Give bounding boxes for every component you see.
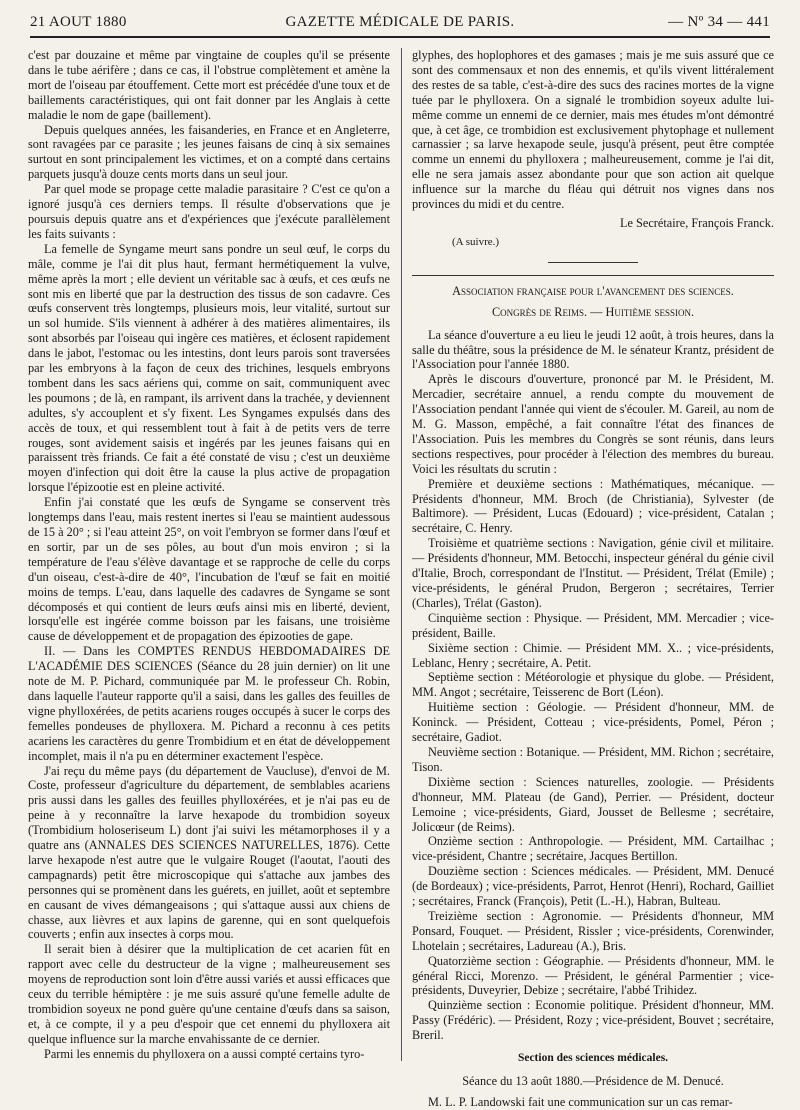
header-title: GAZETTE MÉDICALE DE PARIS. [285,14,515,30]
section-entry: Troisième et quatrième sections : Navigation, génie civil et militaire. — Présidents d'honneur, MM. Betocchi, inspecteur général du génie civil d'Italie, Broch, correspondant de l'Institut. — Président, Trélat (Emile) ; vice-présidents, le général Prudon, Bergeron ; secrétaires, Terrier (Charles), Trélat (Gaston). [412,536,774,610]
article-title: Association française pour l'avancement des sciences. [452,283,734,298]
paragraph: M. L. P. Landowski fait une communication sur un cas remar- [428,1094,733,1109]
section-entry: Septième section : Météorologie et physique du globe. — Président, MM. Angot ; secrétaire, Teisserenc de Bort (Léon). [412,670,774,700]
right-column [412,48,774,1109]
signature: Le Secrétaire, François Franck. [620,215,774,230]
section-entry: Huitième section : Géologie. — Président d'honneur, MM. de Koninck. — Président, Cotteau ; vice-présidents, Pomel, Péron ; secrétaire, Gadiot. [412,700,774,745]
to-be-continued: (A suivre.) [452,235,500,248]
paragraph: La séance d'ouverture a eu lieu le jeudi 12 août, à trois heures, dans la salle du théâtre, sous la présidence de M. le sénateur Krantz, président de l'Association pour l'année 1880. [412,327,774,372]
paragraph: II. — Dans les COMPTES RENDUS HEBDOMADAIRES DE L'ACADÉMIE DES SCIENCES (Séance du 28 juin dernier) on lit une note de M. P. Pichard, communiquée par M. le professeur Ch. Robin, dans laquelle l'auteur rapporte qu'il a saisi, dans les galles des feuilles de vigne phylloxérées, de petits acariens rouges occupés à sucer le corps des femelles pondeuses de phylloxera. M. Pichard a reconnu à ces petits acariens les caractères du genre Trombidium et en état de développement incomplet, mais il n'a pu en déterminer exactement l'espèce. [28,644,390,763]
section-entry: Neuvième section : Botanique. — Président, MM. Richon ; secrétaire, Tison. [412,744,774,774]
section-entry: Dixième section : Sciences naturelles, zoologie. — Présidents d'honneur, MM. Plateau (de Gand), Perrier. — Président, docteur Lemoine ; vice-présidents, Giard, Jousset de Bellesme ; secrétaire, Jolicœur (de Reims). [412,774,774,834]
left-column [28,48,390,1063]
section-entry: Douzième section : Sciences médicales. — Président, MM. Denucé (de Bordeaux) ; vice-présidents, Parrot, Henrot (Henri), Rochard, Gailliet ; secrétaires, Franck (François), Petit (L.-H.), Habran, Bulteau. [412,864,774,909]
paragraph: La femelle de Syngame meurt sans pondre un seul œuf, le corps du mâle, comme je l'ai dit plus haut, fermant hermétiquement la vulve, même après la mort ; elle devient un véritable sac à œufs, et ces œufs ne sont mis en liberté que par la destruction des tissus de son cadavre. Ces œufs conservent très longtemps, plusieurs mois, leur vitalité, surtout sur un sol humide. S'ils viennent à adhérer à des matières alimentaires, ils sont absorbés par l'oiseau qui ingère ces matières, et éclosent rapidement dans le jabot, l'estomac ou les intestins, dont leurs parois sont traversées par les embryons à la façon de ceux des trichines, lesquels embryons tombent dans les sacs aériens qui, comme on sait, communiquent avec les poumons ; de là, en rampant, ils arrivent dans la trachée, y deviennent adultes, s'y accouplent et s'y fixent. Les Syngames expulsés dans des accès de toux, et qui ressemblent tout à fait à de petits vers de terre rouges, sont avidement saisis et ingérés par les jeunes faisans qui en paraissent très friands. Ce fait a été constaté de visu ; c'est un deuxième moyen d'infection qui doit être la cause la plus active de propagation lorsque l'épizootie est en pleine activité. [28,241,390,495]
header-date: 21 AOUT 1880 [30,14,127,30]
page-header [30,14,770,38]
paragraph: Il serait bien à désirer que la multiplication de cet acarien fût en rapport avec celle du destructeur de la vigne ; malheureusement ses moyens de reproduction sont loin d'être aussi variés et aussi efficaces que ceux du terrible hémiptère : je me suis assuré qu'une femelle adulte de trombidion soyeux ne pond guère qu'une centaine d'œufs dans sa saison, et, à ce compte, il y a peu d'espoir que cet ennemi du phylloxera ait quelque influence sur la marche envahissante de ce dernier. [28,942,390,1046]
article-subtitle: Congrès de Reims. — Huitième session. [491,304,695,319]
header-issue: — Nº 34 — 441 [668,14,770,30]
section-rule [412,275,774,276]
section-rule [548,262,638,263]
paragraph: Par quel mode se propage cette maladie parasitaire ? C'est ce qu'on a ignoré jusqu'à ces derniers temps. Il résulte d'observations que je poursuis depuis quatre ans et d'expériences que j'exécute parallèlement les faits suivants : [28,182,390,241]
paragraph: glyphes, des hoplophores et des gamases ; mais je me suis assuré que ce sont des commensaux et non des ennemis, et qu'ils vivent littéralement des restes de sa table, c'est-à-dire des sucs des racines mortes de la vigne tuée par le phylloxera. On a signalé le trombidion soyeux adulte lui-même comme un ennemi de ce dernier, mais mes études m'ont démontré que, à cet âge, ce trombidion est exclusivement phytophage et nullement carnassier ; sa larve hexapode seule, jusqu'à présent, peut être comptée comme un ennemi du phylloxera ; malheureusement, comme je l'ai dit, elle ne sera jamais assez abondante pour que son action ait quelque influence sur la marche du fléau qui détruit nos vignes dans nos provinces du midi et du centre. [412,48,774,212]
paragraph: J'ai reçu du même pays (du département de Vaucluse), d'envoi de M. Coste, professeur d'agriculture du département, de semblables acariens pris aussi dans les galles des feuilles phylloxérées, et je n'ai pas eu de peine à y reconnaître la larve hexapode du trombidion soyeux (Trombidium holoseriseum L) dont j'ai suivi les métamorphoses il y a quatre ans (ANNALES DES SCIENCES NATURELLES, 1876). Cette larve hexapode n'est autre que le vulgaire Rouget (l'aoutat, l'aouti des campagnards) petit être microscopique qui s'attache aux jambes des personnes qui se promènent dans les guérets, en juillet, août et septembre en causant de vives démangeaisons ; qui s'attaque aussi aux chiens de chasse, aux lièvres et aux lapins de garenne, qui en sont quelquefois couverts ; enfin aux insectes à corps mou. [28,763,390,942]
paragraph: Enfin j'ai constaté que les œufs de Syngame se conservent très longtemps dans l'eau, mais restent inertes si l'eau se maintient audessous de 15 à 20° ; si l'eau atteint 25°, on voit l'embryon se former dans l'œuf et en sortir, par un de ses pôles, au bout d'un mois environ ; si la température de l'eau s'élève davantage et se rapproche de celle du corps d'un oiseau, c'est-à-dire de 40°, l'incubation de l'œuf se fait en moitié moins de temps. L'eau, dans laquelle des cadavres de Syngame se sont décomposés et qui contient de leurs œufs ainsi mis en liberté, devient, lorsqu'elle est ingérée comme boisson par les faisans, une troisième cause de développement et de propagation des épizooties de gape. [28,495,390,644]
section-entry: Quinzième section : Economie politique. Président d'honneur, MM. Passy (Frédéric). — Président, Rozy ; vice-président, Bouvet ; secrétaire, Breril. [412,998,774,1043]
subsection-heading: Section des sciences médicales. [517,1052,669,1065]
paragraph: Depuis quelques années, les faisanderies, en France et en Angleterre, sont ravagées par ce parasite ; les jeunes faisans de cinq à six semaines surtout en sont principalement les victimes, et on a compté dans certains parquets jusqu'à douze cents morts dans un seul jour. [28,122,390,182]
section-entry: Sixième section : Chimie. — Président MM. X.. ; vice-présidents, Leblanc, Henry ; secrétaire, A. Petit. [412,640,774,670]
section-entry: Cinquième section : Physique. — Président, MM. Mercadier ; vice-président, Baille. [412,610,774,640]
section-entry: Treizième section : Agronomie. — Présidents d'honneur, MM Ponsard, Fouquet. — Président, Rissler ; vice-présidents, Corenwinder, Lhotelain ; secrétaires, Ladureau (A.), Bris. [412,908,774,953]
paragraph: Parmi les ennemis du phylloxera on a aussi compté certains tyro- [44,1046,365,1061]
column-divider [401,48,402,1061]
section-entry: Onzième section : Anthropologie. — Président, MM. Cartailhac ; vice-président, Chantre ; secrétaire, Jacques Bertillon. [412,834,774,864]
paragraph: Après le discours d'ouverture, prononcé par M. le Président, M. Mercadier, secrétaire annuel, a rendu compte du mouvement de l'Association pendant l'année qui vient de s'écouler. M. Gareil, au nom de M. G. Masson, empêché, a fait connaître l'état des finances de l'Association. Puis les membres du Congrès se sont réunis, dans leurs sections respectives, pour procéder à l'élection des membres du bureau. Voici les résultats du scrutin : [412,372,774,476]
paragraph: c'est par douzaine et même par vingtaine de couples qu'il se présente dans le tube aérifère ; dans ce cas, il l'obstrue complètement et amène la mort de l'oiseau par étouffement. Cette mort est précédée d'une toux et de baillements caractéristiques, qui ont fait donner par les Anglais à cette maladie le nom de gape (baillement). [28,48,390,122]
seance-line: Séance du 13 août 1880.—Présidence de M. Denucé. [462,1074,724,1088]
section-entry: Quatorzième section : Géographie. — Présidents d'honneur, MM. le général Ricci, Morenzo. — Président, le général Parmentier ; vice-présidents, Duveyrier, Debize ; secrétaire, l'abbé Trihidez. [412,953,774,998]
section-entry: Première et deuxième sections : Mathématiques, mécanique. — Présidents d'honneur, MM. Broch (de Christiania), Sylvester (de Baltimore). — Président, Lucas (Edouard) ; vice-président, Catalan ; secrétaire, C. Henry. [412,476,774,536]
